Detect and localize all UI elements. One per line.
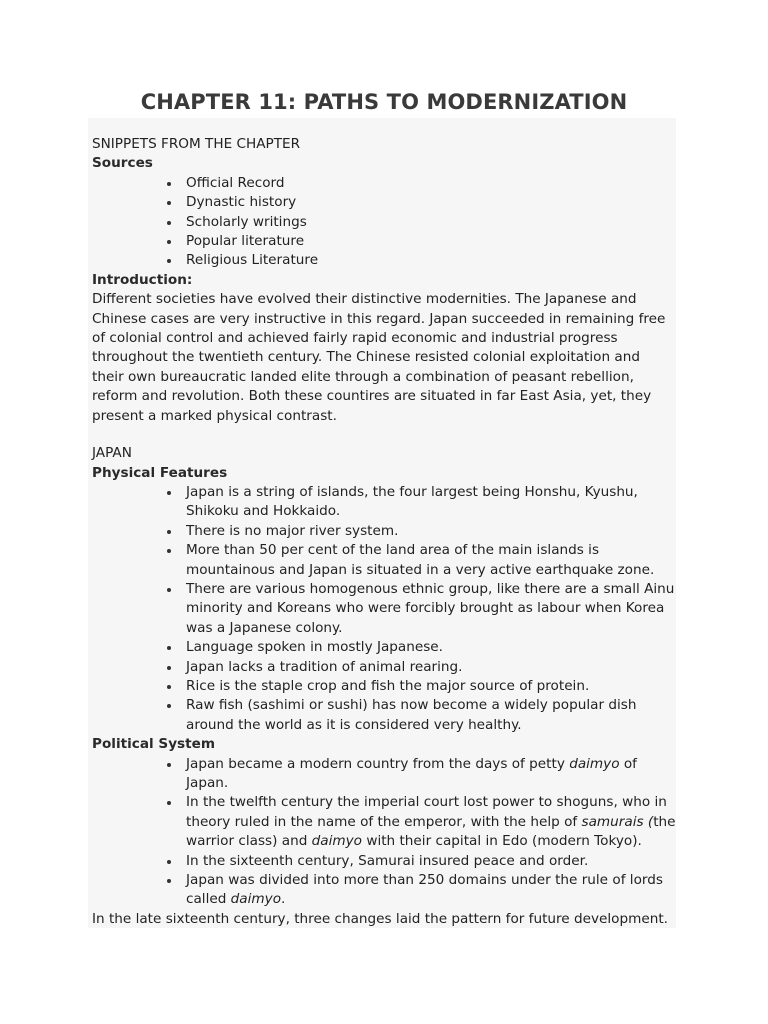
page-title: CHAPTER 11: PATHS TO MODERNIZATION [140, 90, 628, 114]
list-item: Religious Literature [92, 251, 676, 270]
list-item: Language spoken in mostly Japanese. [92, 638, 676, 657]
list-item: Popular literature [92, 232, 676, 251]
list-item: Japan was divided into more than 250 domains under the rule of lords called daimyo. [92, 871, 676, 910]
paragraph-line: their own bureaucratic landed elite through a combination of peasant rebellion, [92, 368, 634, 385]
list-item: Scholarly writings [92, 213, 676, 232]
list-item: Japan is a string of islands, the four largest being Honshu, Kyushu, Shikoku and Hokkaido. [92, 483, 676, 522]
list-item: Raw fish (sashimi or sushi) has now become a widely popular dish around the world as it is considered very healthy. [92, 696, 676, 735]
list-item: In the twelfth century the imperial court lost power to shoguns, who in theory ruled in the name of the emperor, with the help of samurais (the warrior class) and daimyo with their capital in Edo (modern Tokyo). [92, 793, 676, 851]
sources-heading: Sources [92, 155, 153, 172]
japan-heading: JAPAN [92, 445, 132, 462]
paragraph-line: throughout the twentieth century. The Chinese resisted colonial exploitation and [92, 349, 640, 366]
physical-features-list [92, 483, 676, 735]
list-item: Japan lacks a tradition of animal rearing. [92, 658, 676, 677]
list-item: In the sixteenth century, Samurai insured peace and order. [92, 852, 676, 871]
list-item: There are various homogenous ethnic group, like there are a small Ainu minority and Koreans who were forcibly brought as labour when Korea was a Japanese colony. [92, 580, 676, 638]
document-body [92, 135, 676, 929]
list-item: Rice is the staple crop and fish the major source of protein. [92, 677, 676, 696]
political-system-heading: Political System [92, 736, 216, 753]
introduction-paragraph [92, 290, 676, 426]
list-item: There is no major river system. [92, 522, 676, 541]
closing-line: In the late sixteenth century, three changes laid the pattern for future development. [92, 910, 668, 927]
list-item: Dynastic history [92, 193, 676, 212]
introduction-heading: Introduction: [92, 271, 193, 288]
sources-list [92, 174, 676, 271]
physical-features-heading: Physical Features [92, 464, 228, 481]
snippets-heading: SNIPPETS FROM THE CHAPTER [92, 136, 301, 152]
paragraph-line: Chinese cases are very instructive in this regard. Japan succeeded in remaining free [92, 310, 666, 327]
political-system-list [92, 755, 676, 910]
paragraph-line: Different societies have evolved their distinctive modernities. The Japanese and [92, 291, 637, 308]
list-item: More than 50 per cent of the land area of the main islands is mountainous and Japan is situated in a very active earthquake zone. [92, 541, 676, 580]
paragraph-line: present a marked physical contrast. [92, 407, 337, 424]
list-item: Official Record [92, 174, 676, 193]
paragraph-line: of colonial control and achieved fairly rapid economic and industrial progress [92, 330, 618, 347]
list-item: Japan became a modern country from the days of petty daimyo of Japan. [92, 755, 676, 794]
paragraph-line: reform and revolution. Both these countires are situated in far East Asia, yet, they [92, 388, 652, 405]
